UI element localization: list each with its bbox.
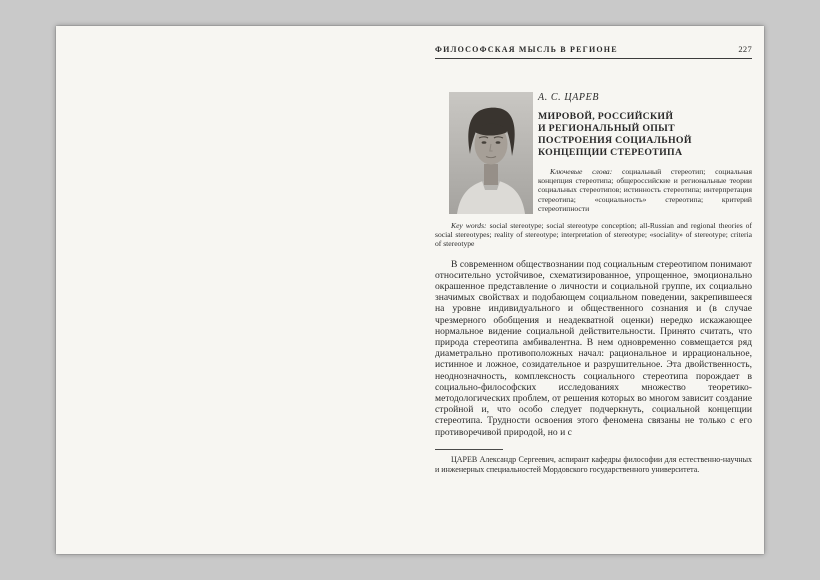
footnote-text: ЦАРЕВ Александр Сергеевич, аспирант кафедры философии для естественно-научных и инженерных специальностей Мордовского государственного университета. [435, 454, 752, 474]
footnote-divider [435, 449, 503, 450]
author-name: А. С. ЦАРЕВ [538, 92, 600, 103]
author-portrait-image [449, 92, 533, 214]
header-rule [435, 58, 752, 59]
article-title [538, 111, 752, 159]
running-head [435, 44, 752, 54]
title-line: И РЕГИОНАЛЬНЫЙ ОПЫТ [538, 123, 675, 134]
page-number: 227 [738, 44, 752, 54]
article-heading-block [538, 92, 752, 214]
journal-page [56, 26, 764, 554]
keywords-ru-paragraph [538, 167, 752, 213]
title-line: ПОСТРОЕНИЯ СОЦИАЛЬНОЙ [538, 135, 692, 146]
journal-title: ФИЛОСОФСКАЯ МЫСЛЬ В РЕГИОНЕ [435, 45, 618, 54]
article-head [435, 92, 752, 214]
keywords-en-paragraph [435, 221, 752, 249]
article-body-paragraph: В современном обществознании под социальным стереотипом понимают относительно устойчивое, схематизированное, упрощенное, эмоционально окрашенное представление о личности и социальной группе, их социально значимых свойствах и подобающем социальном поведении, закрепившееся на уровне индивидуального и общественного сознания и (в случае чрезмерного обобщения и неадекватной оценки) нередко искажающее нормальное видение социальной действительности. Принято считать, что природа стереотипа амбивалентна. В нем одновременно совмещается ряд диаметрально противоположных начал: рациональное и иррациональное, истинное и ложное, созидательное и разрушительное. Эта двойственность, неоднозначность, комплексность социального стереотипа порождает в социально-философских исследованиях множество теоретико-методологических проблем, от решения которых во многом зависит создание стройной и, что особо следует подчеркнуть, социальной концепции стереотипа. Трудности освоения этого феномена связаны не только с его противоречивой природой, но и с [435, 258, 752, 438]
title-line: КОНЦЕПЦИИ СТЕРЕОТИПА [538, 147, 683, 158]
keywords-en-label: Key words: [451, 221, 487, 230]
title-line: МИРОВОЙ, РОССИЙСКИЙ [538, 111, 674, 122]
keywords-ru-label: Ключевые слова: [550, 167, 613, 176]
content-column [435, 44, 752, 474]
keywords-en-text: social stereotype; social stereotype conception; all-Russian and regional theories of social stereotypes; reality of stereotype; interpretation of stereotype; «sociality» of stereotype; criteria of stereotype [435, 221, 752, 249]
author-photo [449, 92, 533, 214]
keywords-ru-text: социальный стереотип; социальная концепция стереотипа; общероссийские и региональные теории социальных стереотипов; истинность стереотипа; интерпретация стереотипа; «социальность» стереотипа; критерий стереотипности [538, 167, 753, 213]
